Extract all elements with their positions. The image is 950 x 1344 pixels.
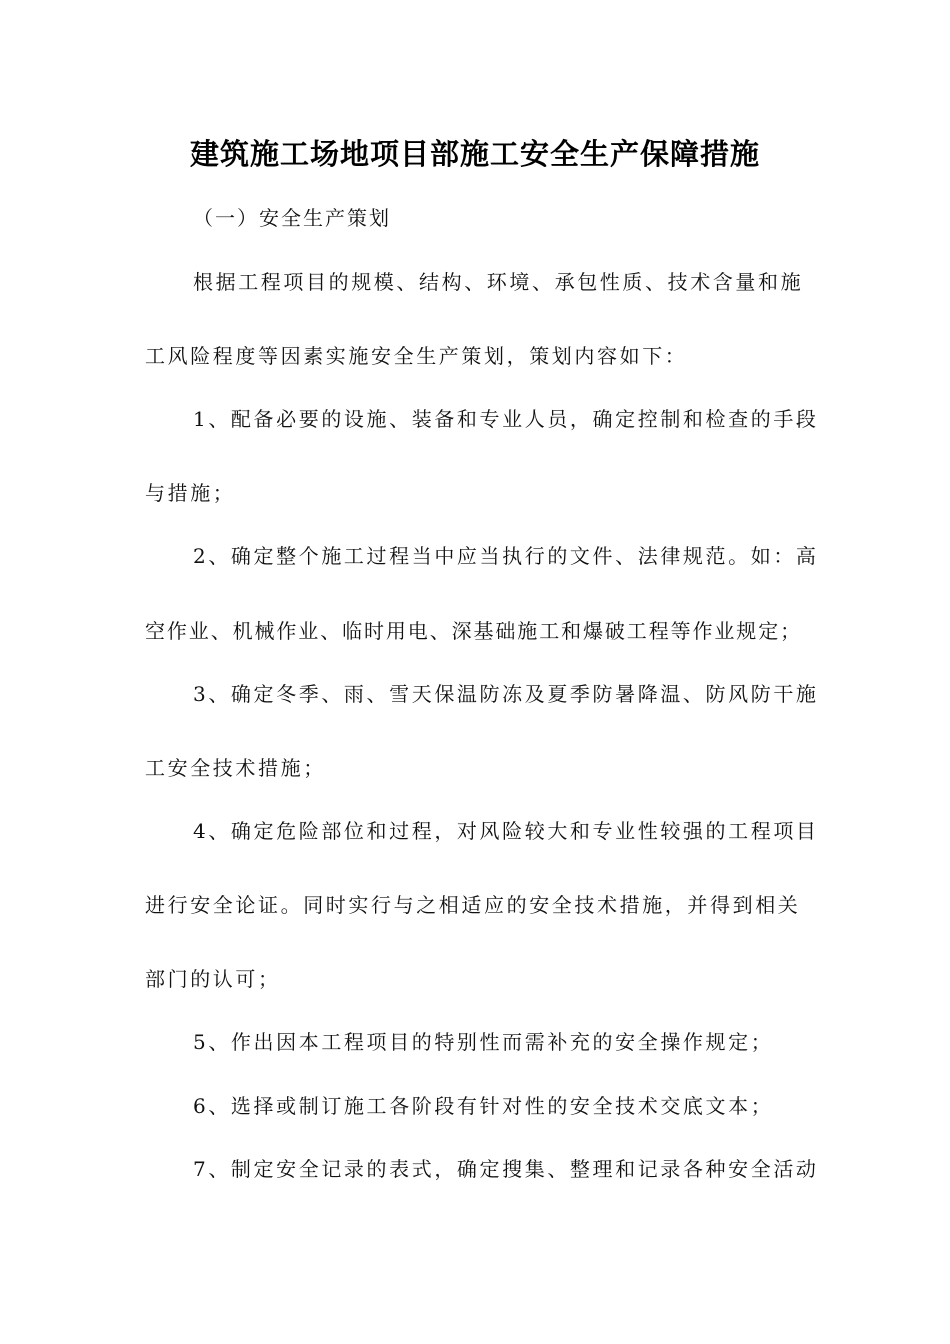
- list-item-line: 3、确定冬季、雨、雪天保温防冻及夏季防暑降温、防风防干施: [193, 682, 819, 706]
- list-item-line: 7、制定安全记录的表式，确定搜集、整理和记录各种安全活动: [193, 1157, 819, 1181]
- list-item-line: 空作业、机械作业、临时用电、深基础施工和爆破工程等作业规定；: [145, 619, 802, 643]
- section-heading: （一）安全生产策划: [193, 206, 391, 230]
- list-item-line: 5、作出因本工程项目的特别性而需补充的安全操作规定；: [193, 1030, 774, 1054]
- document-title: 建筑施工场地项目部施工安全生产保障措施: [189, 137, 760, 171]
- paragraph-line: 工风险程度等因素实施安全生产策划，策划内容如下：: [145, 344, 688, 368]
- list-item-line: 6、选择或制订施工各阶段有针对性的安全技术交底文本；: [193, 1094, 774, 1118]
- paragraph-line: 根据工程项目的规模、结构、环境、承包性质、技术含量和施: [193, 270, 804, 294]
- list-item-line: 部门的认可；: [145, 967, 281, 991]
- list-item-line: 1、配备必要的设施、装备和专业人员，确定控制和检查的手段: [193, 407, 819, 431]
- list-item-line: 2、确定整个施工过程当中应当执行的文件、法律规范。如：高: [193, 544, 819, 568]
- list-item-line: 工安全技术措施；: [145, 756, 326, 780]
- list-item-line: 4、确定危险部位和过程，对风险较大和专业性较强的工程项目: [193, 819, 819, 843]
- list-item-line: 与措施；: [145, 481, 236, 505]
- list-item-line: 进行安全论证。同时实行与之相适应的安全技术措施，并得到相关: [145, 893, 801, 917]
